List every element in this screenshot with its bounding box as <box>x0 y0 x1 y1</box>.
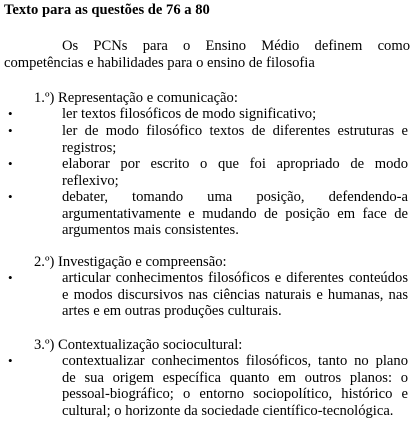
text-line: cultural; o horizonte da sociedade científico-tecnológica. <box>62 402 394 419</box>
bullet-icon: • <box>8 156 13 171</box>
text-line: debater, tomando uma posição, defendendo-a <box>62 189 408 205</box>
text-line: artes e em outras produções culturais. <box>62 303 282 319</box>
text-line: e modos discursivos nas ciências naturais e humanas, nas <box>62 286 408 303</box>
bullet-icon: • <box>8 123 13 138</box>
document-title: Texto para as questões de 76 a 80 <box>4 2 210 18</box>
text-line: argumentos mais consistentes. <box>62 222 239 238</box>
text-line: reflexivo; <box>62 172 119 189</box>
list-item-text <box>62 270 408 320</box>
text-line: ler textos filosóficos de modo significativo; <box>62 106 317 122</box>
section-heading: 1.º) Representação e comunicação: <box>34 90 238 106</box>
text-line: pessoal-biográfico; o entorno sociopolítico, histórico e <box>62 386 408 402</box>
bullet-icon: • <box>8 270 13 285</box>
list-item-text <box>62 106 408 123</box>
text-line: ler de modo filosófico textos de diferentes estruturas e <box>62 123 408 139</box>
list-item-text <box>62 156 408 189</box>
text-line: elaborar por escrito o que foi apropriado de modo <box>62 156 408 172</box>
bullet-icon: • <box>8 106 13 121</box>
intro-line: Os PCNs para o Ensino Médio definem como <box>62 38 410 54</box>
text-line: de sua origem específica quanto em outros planos: o <box>62 369 408 386</box>
text-line: articular conhecimentos filosóficos e diferentes conteúdos <box>62 270 408 286</box>
list-item-text <box>62 123 408 156</box>
section-heading: 3.º) Contextualização sociocultural: <box>34 337 243 353</box>
bullet-icon: • <box>8 189 13 204</box>
section-heading: 2.º) Investigação e compreensão: <box>34 254 227 270</box>
list-item-text <box>62 353 408 419</box>
text-line: argumentativamente e mudando de posição em face de <box>62 205 408 222</box>
intro-line: competências e habilidades para o ensino de filosofia <box>4 54 315 71</box>
bullet-icon: • <box>8 353 13 368</box>
text-line: registros; <box>62 139 117 156</box>
text-line: contextualizar conhecimentos filosóficos, tanto no plano <box>62 353 408 369</box>
intro-paragraph <box>4 38 410 71</box>
list-item-text <box>62 189 408 239</box>
